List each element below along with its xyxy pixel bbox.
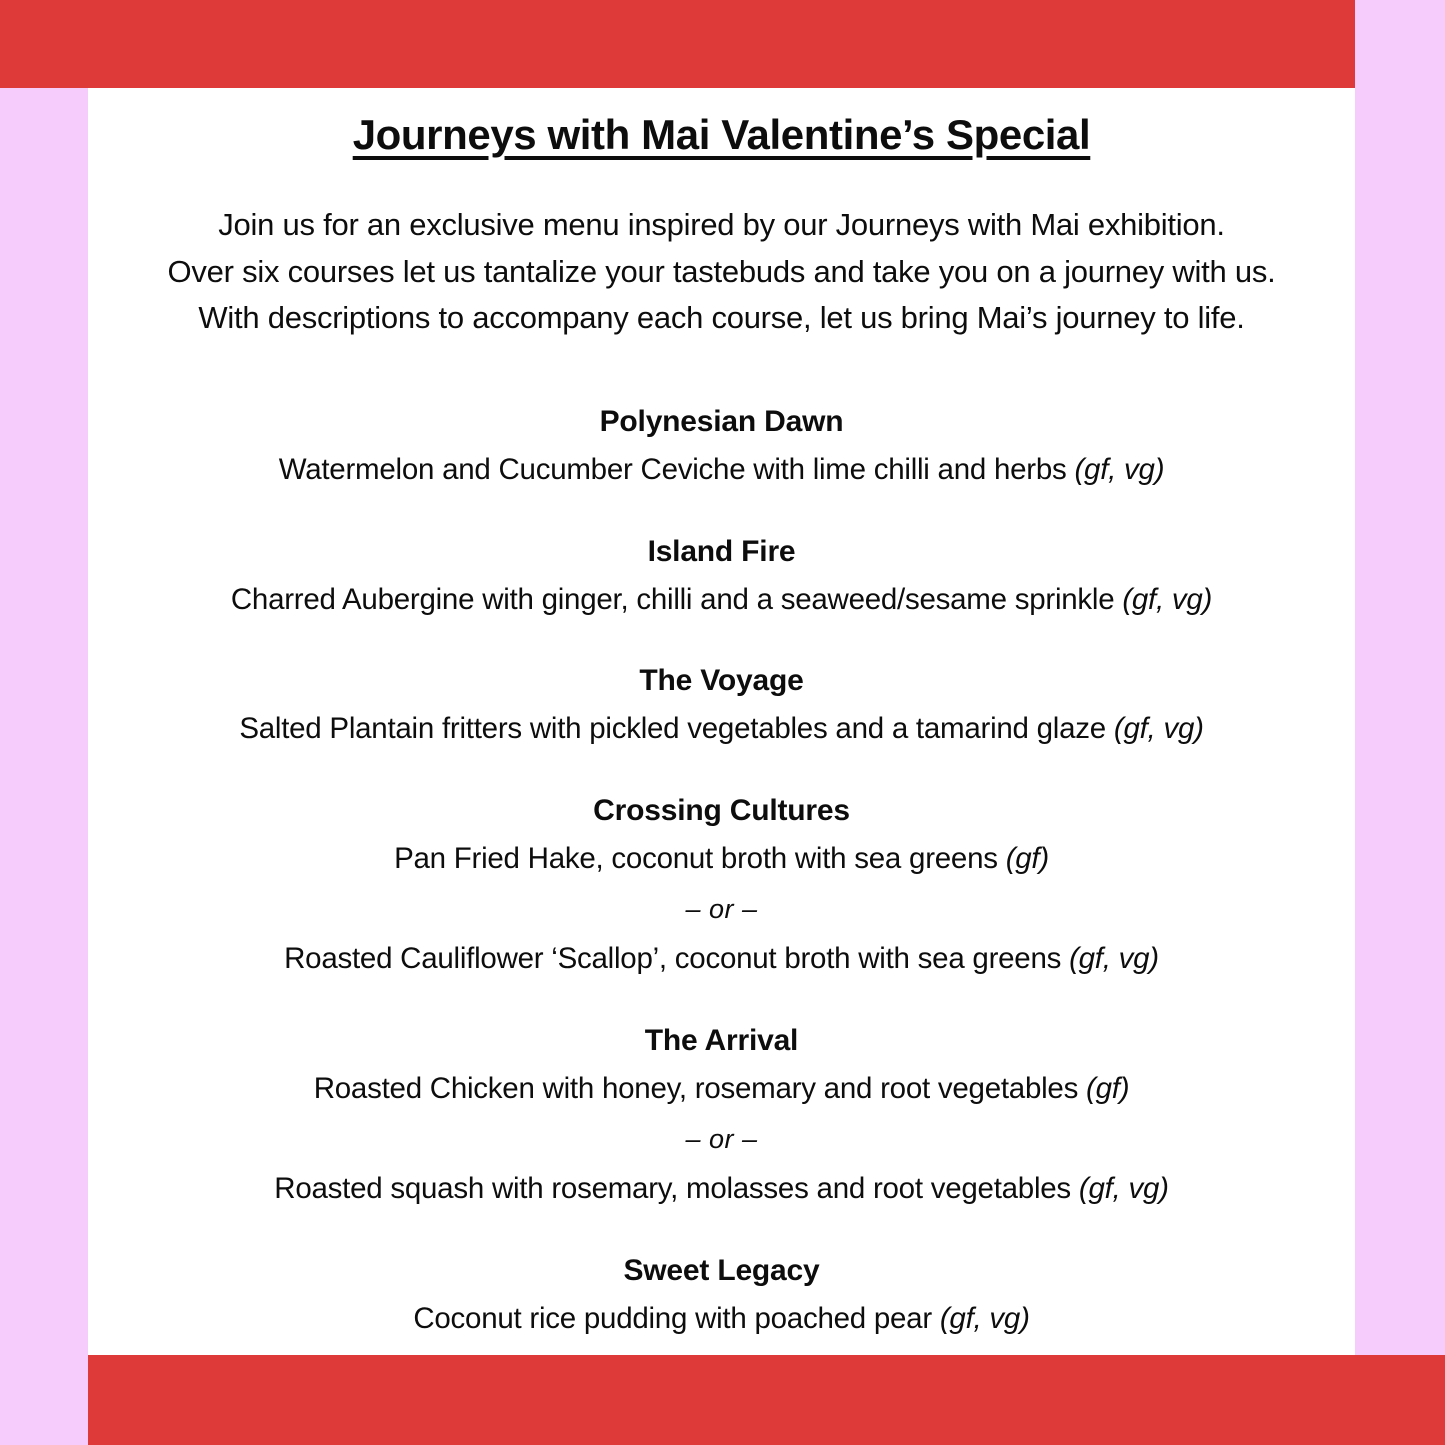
course-item [108,534,1335,620]
course-description [108,839,1335,879]
course-description-text: Pan Fried Hake, coconut broth with sea greens [394,842,1006,876]
course-description-text: Roasted squash with rosemary, molasses and root vegetables [274,1171,1079,1205]
intro-line-1: Join us for an exclusive menu inspired by our Journeys with Mai exhibition. [218,207,1225,243]
course-description-text: Charred Aubergine with ginger, chilli and a seaweed/sesame sprinkle [230,582,1123,616]
course-description [108,450,1335,490]
course-or-separator: – or – [685,1123,758,1154]
course-description [108,1069,1335,1109]
course-description [108,580,1335,620]
course-list [88,342,1355,1339]
course-item [108,404,1335,490]
dietary-tag: (gf, vg) [1122,582,1213,616]
course-description-text: Watermelon and Cucumber Ceviche with lime chilli and herbs [278,452,1075,486]
dietary-tag: (gf, vg) [1113,712,1204,746]
intro-line-3: With descriptions to accompany each course, let us bring Mai’s journey to life. [198,300,1245,336]
course-or-separator: – or – [685,893,758,924]
dietary-tag: (gf) [1005,842,1049,876]
dietary-tag: (gf, vg) [1074,452,1165,486]
course-description [108,1299,1335,1339]
course-name: Sweet Legacy [623,1253,820,1287]
course-description-text: Roasted Cauliflower ‘Scallop’, coconut broth with sea greens [284,942,1070,976]
dietary-tag: (gf) [1086,1071,1130,1105]
course-description [108,939,1335,979]
course-description-text: Roasted Chicken with honey, rosemary and root vegetables [313,1071,1087,1105]
dietary-tag: (gf, vg) [939,1301,1030,1335]
course-name: Polynesian Dawn [599,404,844,438]
dietary-tag: (gf, vg) [1078,1171,1169,1205]
course-name: Island Fire [647,534,796,568]
menu-intro [88,158,1355,342]
top-color-band [0,0,1355,88]
course-description-text: Salted Plantain fritters with pickled vegetables and a tamarind glaze [239,712,1114,746]
course-name: The Arrival [644,1023,799,1057]
course-description-text: Coconut rice pudding with poached pear [413,1301,940,1335]
course-description [108,709,1335,749]
course-description [108,1169,1335,1209]
dietary-tag: (gf, vg) [1069,942,1159,976]
course-name: Crossing Cultures [593,794,850,828]
menu-card [88,88,1355,1355]
page-title: Journeys with Mai Valentine’s Special [352,111,1091,158]
intro-line-2: Over six courses let us tantalize your tastebuds and take you on a journey with us. [167,253,1276,289]
course-name: The Voyage [639,664,804,698]
course-item [108,1253,1335,1339]
course-item [108,1023,1335,1209]
course-item [108,663,1335,749]
course-item [108,793,1335,979]
bottom-color-band [88,1355,1445,1445]
